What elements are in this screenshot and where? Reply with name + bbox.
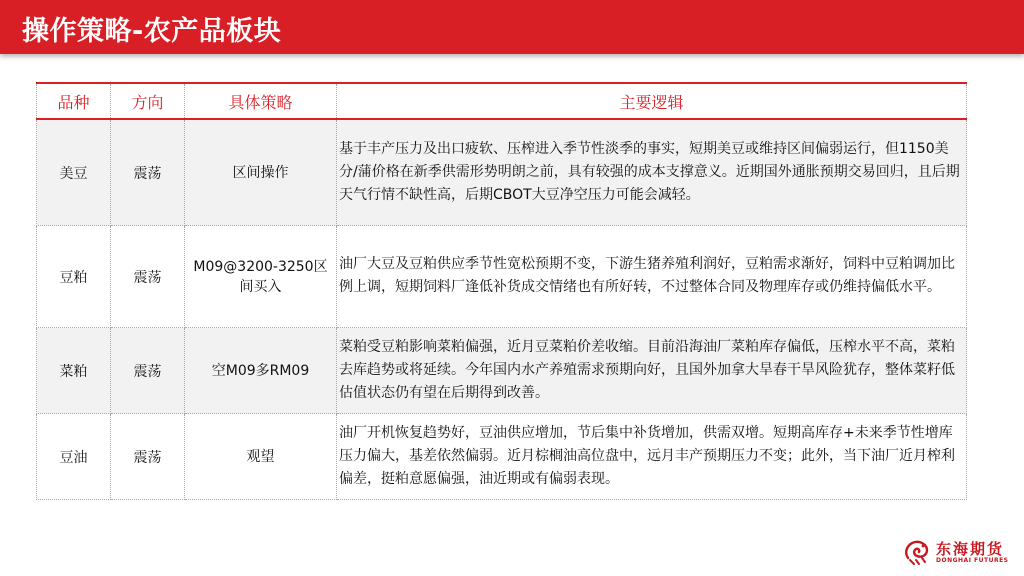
variety-cell: 美豆 <box>37 119 111 226</box>
direction-cell: 震荡 <box>111 119 185 226</box>
company-logo <box>902 538 1012 566</box>
table-row <box>37 414 967 500</box>
logic-cell: 油厂大豆及豆粕供应季节性宽松预期不变，下游生猪养殖利润好，豆粕需求渐好，饲料中豆粕调加比例上调，短期饲料厂逢低补货成交情绪也有所好转，不过整体合同及物理库存或仍维持偏低水平。 <box>337 226 967 328</box>
column-header-logic: 主要逻辑 <box>337 83 967 119</box>
variety-cell: 豆粕 <box>37 226 111 328</box>
table-row <box>37 226 967 328</box>
direction-cell: 震荡 <box>111 414 185 500</box>
column-header-variety: 品种 <box>37 83 111 119</box>
strategy-cell: M09@3200-3250区间买入 <box>185 226 337 328</box>
variety-cell: 菜粕 <box>37 328 111 414</box>
logo-text-cn: 东海期货 <box>936 540 1005 558</box>
direction-cell: 震荡 <box>111 328 185 414</box>
column-header-strategy: 具体策略 <box>185 83 337 119</box>
page-title: 操作策略-农产品板块 <box>22 16 282 47</box>
strategy-cell: 区间操作 <box>185 119 337 226</box>
table-row <box>37 119 967 226</box>
table-row <box>37 328 967 414</box>
strategy-cell: 观望 <box>185 414 337 500</box>
direction-cell: 震荡 <box>111 226 185 328</box>
logic-cell: 菜粕受豆粕影响菜粕偏强，近月豆菜粕价差收缩。目前沿海油厂菜粕库存偏低，压榨水平不高，菜粕去库趋势或将延续。今年国内水产养殖需求预期向好，且国外加拿大旱春干旱风险犹存，整体菜籽低估值状态仍有望在后期得到改善。 <box>337 328 967 414</box>
logo-text-en: DONGHAI FUTURES <box>936 557 1009 564</box>
dragon-logo-icon <box>902 538 932 566</box>
strategy-table <box>36 82 967 500</box>
title-bar <box>0 0 1024 54</box>
variety-cell: 豆油 <box>37 414 111 500</box>
logic-cell: 基于丰产压力及出口疲软、压榨进入季节性淡季的事实，短期美豆或维持区间偏弱运行，但1150美分/蒲价格在新季供需形势明朗之前，具有较强的成本支撑意义。近期国外通胀预期交易回归，且后期天气行情不缺性高，后期CBOT大豆净空压力可能会减轻。 <box>337 119 967 226</box>
strategy-cell: 空M09多RM09 <box>185 328 337 414</box>
logic-cell: 油厂开机恢复趋势好，豆油供应增加，节后集中补货增加，供需双增。短期高库存+未来季节性增库压力偏大，基差依然偏弱。近月棕榈油高位盘中，远月丰产预期压力不变；此外，当下油厂近月榨利偏差，挺粕意愿偏强，油近期或有偏弱表现。 <box>337 414 967 500</box>
table-header-row <box>37 83 967 119</box>
column-header-direction: 方向 <box>111 83 185 119</box>
